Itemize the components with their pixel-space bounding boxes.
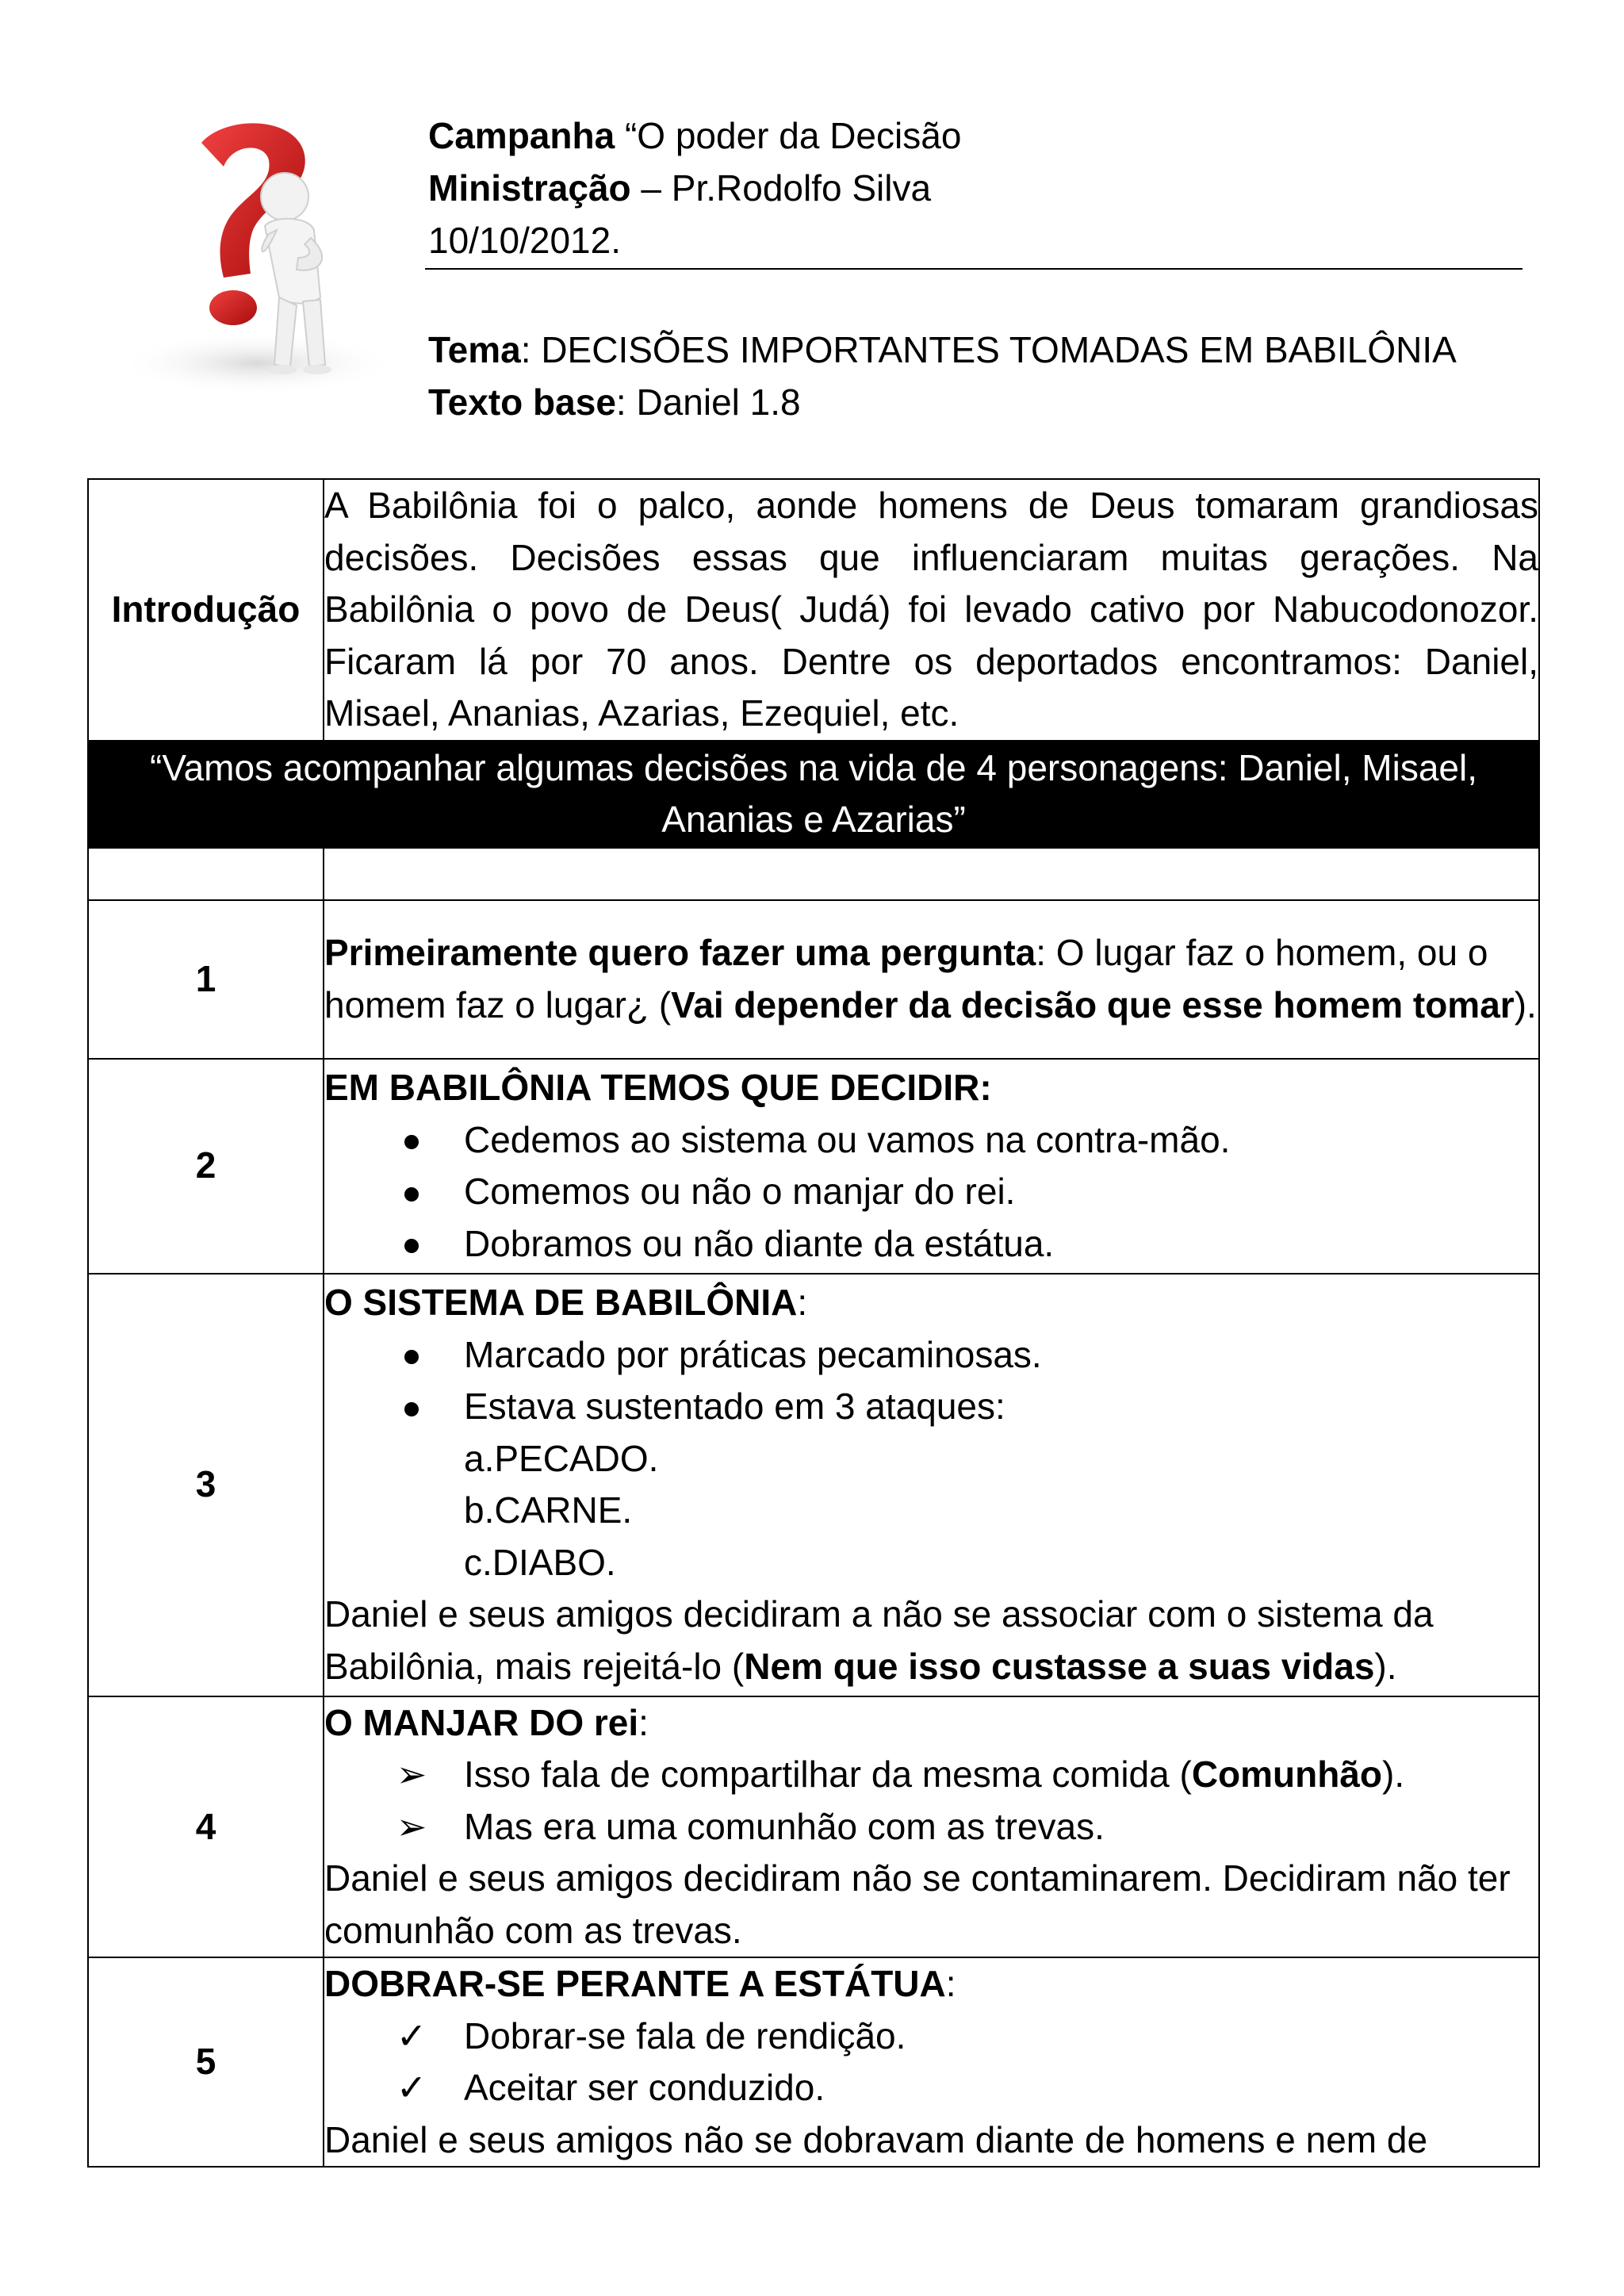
intro-text: A Babilônia foi o palco, aonde homens de Deus tomaram grandiosas decisões. Decisões essas que influenciaram muitas gerações. Na Babilônia o povo de Deus( Judá) foi levado cativo por Nabucodonozor. Ficaram lá por 70 anos. Dentre os deportados encontramos: Daniel, Misael, Ananias, Azarias, Ezequiel, etc. [324,479,1539,741]
empty-cell [324,848,1539,900]
list-item: Comemos ou não o manjar do rei. [324,1166,1538,1218]
list-item: Dobramos ou não diante da estátua. [324,1218,1538,1271]
bullet-list [324,1114,1538,1271]
ministry-line: Ministração – Pr.Rodolfo Silva [428,167,932,209]
arrow-list [324,1749,1538,1853]
list-item: Marcado por práticas pecaminosas. [324,1329,1538,1382]
header-divider [425,268,1522,270]
campaign-line: Campanha “O poder da Decisão [428,115,962,156]
intro-label: Introdução [88,479,324,741]
question-mark-figure-icon [106,111,393,397]
theme-line: Tema: DECISÕES IMPORTANTES TOMADAS EM BABILÔNIA [428,329,1457,370]
row-content: Primeiramente quero fazer uma pergunta: O lugar faz o homem, ou o homem faz o lugar¿ (Vai depender da decisão que esse homem tomar). [324,900,1539,1059]
row-number: 3 [88,1274,324,1696]
base-text-line: Texto base: Daniel 1.8 [428,381,801,423]
bullet-icon [396,1114,427,1167]
row-number: 4 [88,1696,324,1958]
table-row [88,1957,1539,2167]
bullet-icon [396,1218,427,1271]
row-content: DOBRAR-SE PERANTE A ESTÁTUA: ✓ Dobrar-se fala de rendição. ✓ Aceitar ser conduzido. Daniel e seus amigos não se dobravam diante de homens e nem de [324,1957,1539,2167]
row-number: 1 [88,900,324,1059]
bullet-list [324,1329,1538,1433]
bullet-icon [396,1381,427,1433]
banner-quote: “Vamos acompanhar algumas decisões na vida de 4 personagens: Daniel, Misael, Ananias e Azarias” [88,741,1539,848]
list-item: Estava sustentado em 3 ataques: [324,1381,1538,1433]
intro-row [88,479,1539,741]
checkmark-icon: ✓ [396,2014,427,2056]
list-item: ➢ Isso fala de compartilhar da mesma comida (Comunhão). [324,1749,1538,1801]
sub-item: b.CARNE. [464,1489,633,1531]
list-item: ✓ Aceitar ser conduzido. [324,2062,1538,2114]
sub-item: c.DIABO. [464,1541,616,1583]
table-row [88,900,1539,1059]
document-header [428,109,1522,266]
row-number: 5 [88,1957,324,2167]
row-content: EM BABILÔNIA TEMOS QUE DECIDIR: Cedemos ao sistema ou vamos na contra-mão. Comemos ou não o manjar do rei. Dobramos ou não diante da estátua. [324,1059,1539,1274]
check-list [324,2010,1538,2114]
bullet-icon [396,1166,427,1218]
row-content: O SISTEMA DE BABILÔNIA: Marcado por práticas pecaminosas. Estava sustentado em 3 ataques: a.PECADO. b.CARNE. c.DIABO. Daniel e seus amigos decidiram a não se associar com o sistema da Babilônia, mais rejeitá-lo (Nem que isso custasse a suas vidas). [324,1274,1539,1696]
empty-cell [88,848,324,900]
arrow-bullet-icon: ➢ [396,1754,427,1795]
closing-paragraph: Daniel e seus amigos decidiram a não se associar com o sistema da Babilônia, mais rejeitá-lo (Nem que isso custasse a suas vidas). [324,1593,1434,1687]
table-row [88,1059,1539,1274]
empty-row [88,848,1539,900]
list-item: ✓ Dobrar-se fala de rendição. [324,2010,1538,2063]
bullet-icon [396,1329,427,1382]
checkmark-icon: ✓ [396,2067,427,2108]
closing-paragraph: Daniel e seus amigos não se dobravam diante de homens e nem de [324,2118,1428,2160]
arrow-bullet-icon: ➢ [396,1805,427,1847]
theme-block [428,324,1522,428]
banner-row [88,741,1539,848]
closing-paragraph: Daniel e seus amigos decidiram não se contaminarem. Decidiram não ter comunhão com as trevas. [324,1857,1511,1951]
row-number: 2 [88,1059,324,1274]
list-item: ➢ Mas era uma comunhão com as trevas. [324,1801,1538,1853]
table-row [88,1274,1539,1696]
sermon-outline-table [87,478,1540,2168]
sub-item: a.PECADO. [464,1437,659,1479]
list-item: Cedemos ao sistema ou vamos na contra-mão. [324,1114,1538,1167]
row-content: O MANJAR DO rei: ➢ Isso fala de compartilhar da mesma comida (Comunhão). ➢ Mas era uma comunhão com as trevas. Daniel e seus amigos decidiram não se contaminarem. Decidiram não ter comunhão com as trevas. [324,1696,1539,1958]
table-row [88,1696,1539,1958]
date-line: 10/10/2012. [428,220,622,261]
